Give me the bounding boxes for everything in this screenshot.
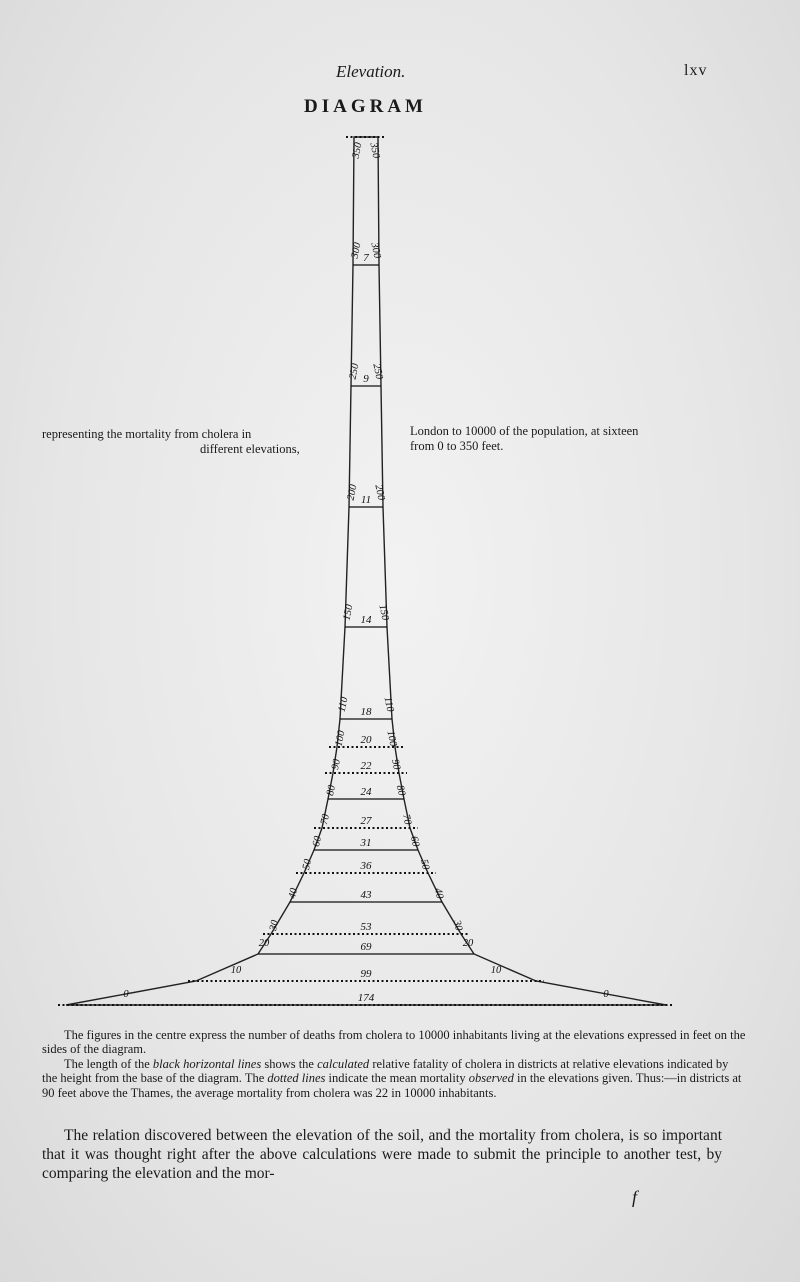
note-text: relative fatality of cholera in districts at relative elevations indicated by the height from the base of the diagram. The xyxy=(42,1056,729,1086)
left-caption xyxy=(42,427,342,457)
mortality-value-label: 14 xyxy=(360,614,372,626)
mortality-value-label: 18 xyxy=(360,706,372,718)
elevation-label-right: 110 xyxy=(381,696,396,713)
elevation-label-left: 110 xyxy=(336,696,351,713)
note-emphasis: observed xyxy=(468,1071,514,1086)
signature-mark: f xyxy=(632,1187,638,1207)
note-text: in the elevations given. Thus:—in districts at 90 feet above the Thames, the average mortality from cholera was 22 in 10000 inhabitants. xyxy=(42,1071,742,1100)
mortality-value-label: 11 xyxy=(360,494,372,506)
elevation-label-right: 250 xyxy=(370,362,385,381)
elevation-level-350 xyxy=(346,137,386,160)
elevation-label-right: 50 xyxy=(417,858,431,871)
elevation-label-left: 250 xyxy=(347,362,362,381)
elevation-level-150 xyxy=(342,603,391,627)
elevation-label-left: 40 xyxy=(287,887,301,900)
diagram-outline xyxy=(66,137,666,1005)
elevation-level-200 xyxy=(346,483,387,507)
diagram-heading: DIAGRAM xyxy=(304,96,427,117)
elevation-level-110 xyxy=(337,695,396,719)
elevation-label-right: 40 xyxy=(431,887,445,900)
note-paragraph-2 xyxy=(42,1057,746,1100)
mortality-value-label: 20 xyxy=(360,734,372,746)
elevation-label-left: 200 xyxy=(345,483,360,502)
note-emphasis: black horizontal lines xyxy=(152,1056,262,1071)
elevation-label-right: 150 xyxy=(376,603,391,622)
note-text: indicate the mean mortality xyxy=(325,1071,469,1086)
elevation-level-80 xyxy=(325,783,407,799)
elevation-label-right: 70 xyxy=(399,813,413,826)
elevation-level-250 xyxy=(348,362,385,386)
mortality-value-label: 24 xyxy=(360,786,372,798)
elevation-label-right: 30 xyxy=(450,919,464,932)
note-emphasis: calculated xyxy=(317,1056,370,1071)
elevation-label-right: 200 xyxy=(372,483,387,502)
elevation-label-right: 90 xyxy=(388,758,402,771)
mortality-value-label: 43 xyxy=(360,889,372,901)
right-caption xyxy=(410,424,730,454)
right-caption-line-2: from 0 to 350 feet. xyxy=(410,439,504,453)
elevation-level-10 xyxy=(188,965,544,981)
mortality-value-label: 99 xyxy=(360,968,372,980)
elevation-label-right: 0 xyxy=(603,989,609,1000)
mortality-value-label: 9 xyxy=(363,373,369,385)
elevation-label-left: 10 xyxy=(230,965,242,976)
elevation-label-right: 350 xyxy=(367,141,382,160)
note-emphasis: dotted lines xyxy=(267,1071,326,1086)
elevation-label-left: 50 xyxy=(301,858,315,871)
elevation-level-20 xyxy=(258,938,474,954)
elevation-level-30 xyxy=(263,918,469,934)
mortality-value-label: 27 xyxy=(360,815,372,827)
left-caption-line-1: representing the mortality from cholera in xyxy=(42,427,252,441)
elevation-level-0 xyxy=(58,989,674,1005)
diagram-notes xyxy=(42,1028,746,1100)
note-text: The length of the xyxy=(64,1056,153,1071)
elevation-label-right: 60 xyxy=(407,835,421,848)
elevation-label-left: 80 xyxy=(325,784,339,797)
elevation-label-left: 90 xyxy=(330,758,344,771)
elevation-label-left: 70 xyxy=(319,813,333,826)
elevation-mortality-diagram xyxy=(0,120,800,1020)
elevation-label-right: 80 xyxy=(393,784,407,797)
mortality-value-label: 36 xyxy=(360,860,372,872)
right-caption-line-1: London to 10000 of the population, at sixteen xyxy=(410,424,639,438)
body-paragraph: The relation discovered between the elevation of the soil, and the mortality from cholera, is so important that it was thought right after the above calculations were made to submit the principle to another test, by comparing the elevation and the mor- xyxy=(42,1127,722,1182)
page-number: lxv xyxy=(684,62,708,79)
elevation-level-60 xyxy=(311,834,421,850)
elevation-level-70 xyxy=(314,812,418,828)
elevation-label-left: 350 xyxy=(350,141,365,160)
running-title: Elevation. xyxy=(336,62,406,81)
elevation-level-300 xyxy=(349,241,382,265)
note-paragraph-1: The figures in the centre express the number of deaths from cholera to 10000 inhabitants living at the elevations expressed in feet on the sides of the diagram. xyxy=(42,1028,746,1057)
mortality-value-label: 22 xyxy=(360,760,372,772)
mortality-value-label: 69 xyxy=(360,941,372,953)
running-head xyxy=(0,62,800,86)
elevation-label-right: 100 xyxy=(384,729,399,748)
elevation-level-100 xyxy=(329,729,403,748)
left-caption-line-2: different elevations, xyxy=(200,442,300,456)
elevation-label-left: 20 xyxy=(258,938,270,949)
elevation-label-left: 100 xyxy=(333,729,348,748)
note-text: shows the xyxy=(261,1056,318,1071)
elevation-level-50 xyxy=(296,857,436,873)
elevation-label-left: 300 xyxy=(349,241,364,260)
elevation-label-left: 0 xyxy=(123,989,129,1000)
elevation-label-right: 300 xyxy=(368,241,383,260)
elevation-label-right: 10 xyxy=(490,965,502,976)
elevation-label-left: 150 xyxy=(341,603,356,622)
elevation-level-90 xyxy=(325,757,407,773)
mortality-value-label: 31 xyxy=(360,837,372,849)
mortality-value-label: 53 xyxy=(360,921,372,933)
mortality-value-label: 174 xyxy=(357,992,375,1004)
elevation-label-right: 20 xyxy=(462,938,474,949)
elevation-label-left: 60 xyxy=(311,835,325,848)
elevation-label-left: 30 xyxy=(268,919,282,932)
elevation-level-40 xyxy=(287,886,445,902)
mortality-value-label: 7 xyxy=(363,252,369,264)
